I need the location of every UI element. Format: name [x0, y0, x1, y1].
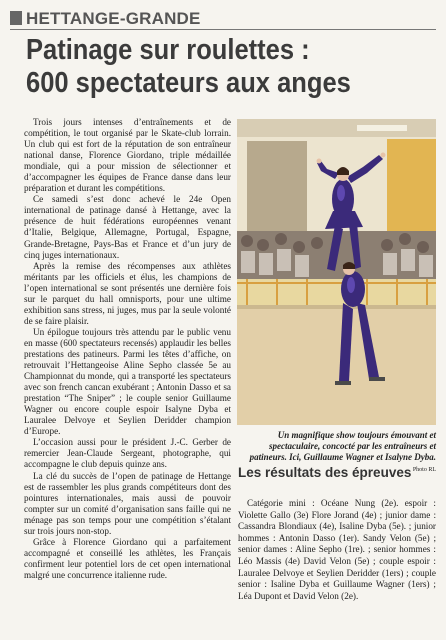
article-body	[24, 117, 231, 640]
skaters-photo	[237, 119, 436, 425]
results-body: Catégorie mini : Océane Nung (2e). espoir : Violette Gallo (3e) Flore Jorand (4e) ; junior dame : Cassandra Blondiaux (4e), Isaline Dyba (5e). ; junior hommes : Antonin Dasso (1er). Sandy Velon (5e) ; senior dames : Aline Sepho (1re). ; senior hommes : Léo Massis (4e) David Velon (5e) ; couple espoir : Lauralee Delvoye et Seylien Deridder (1ers) ; couple senior : Isaline Dyba et Guillaume Wagner (1ers) ; Léa Dupont et David Velon (2e).	[238, 498, 436, 601]
rubric-label: HETTANGE-GRANDE	[26, 8, 201, 28]
section-rubric	[10, 8, 436, 30]
article-paragraph: L’occasion aussi pour le président J.-C. Gerber de remercier Jean-Claude Sergeant, photographe, qui accompagne le club depuis quinze ans.	[24, 437, 231, 470]
results-title: Les résultats des épreuves	[238, 465, 412, 480]
article-paragraph: Ce samedi s’est donc achevé le 24e Open international de patinage dansé à Hettange, avec la présence de huit fédérations européennes venant d’Italie, Belgique, Allemagne, Portugal, Espagne, Grande-Bretagne, Pays-Bas et France et d’un jury de cinq juges internationaux.	[24, 194, 231, 260]
skaters-photo-illustration	[237, 119, 436, 425]
article-paragraph: Après la remise des récompenses aux athlètes méritants par les officiels et élus, les champions de l’open international se sont présentés une dernière fois sur le parquet du hall omnisports, pour une ultime exhibition sans stress, ni juges, mus par la seule volonté de se faire plaisir.	[24, 260, 231, 326]
photo-credit: Photo RL	[412, 467, 436, 473]
headline-line-1: Patinage sur roulettes :	[26, 34, 310, 66]
article-paragraph: La clé du succès de l’open de patinage de Hettange est de rassembler les plus grands compétiteurs dont des pointures internationales, mais aussi de pouvoir compter sur un comité d’organisation sans faille qui ne ménage pas son temps pour une compétition s’étalant sur trois jours non-stop.	[24, 470, 231, 536]
caption-text: Un magnifique show toujours émouvant et spectaculaire, concocté par les entraîneurs et patineurs. Ici, Guillaume Wagner et Isalyne Dyba.	[249, 430, 436, 462]
article-paragraph: Trois jours intenses d’entraînements et de compétition, le tout organisé par le Skate-club lorrain. Un club qui est fort de la réputation de son entraîneur national danse, Florence Giordano, triple médaillée mondiale, qui a pour mission de sélectionner et d’accompagner les équipes de France danse dans leur préparation et durant les compétitions.	[24, 117, 231, 194]
rubric-square-icon	[10, 11, 22, 25]
headline	[26, 34, 389, 100]
article-paragraph: Un épilogue toujours très attendu par le public venu en masse (600 spectateurs recensés) applaudir les belles prestations des patineurs. Parmi les têtes d’affiche, on retrouvait l’Hettangeoise Aline Sepho classée 5e au Championnat du monde, qui a transporté les spectateurs avec son french cancan exubérant ; Antonin Dasso et sa prestation “The Sniper” ; le couple senior Guillaume Wagner ou encore couple espoir Isalyne Dyba et Lauralee Delvoye et Seylien Deridder champion d’Europe.	[24, 326, 231, 437]
headline-line-2: 600 spectateurs aux anges	[26, 67, 351, 99]
article-paragraph: Grâce à Florence Giordano qui a parfaitement accompagné et conseillé les athlètes, les Français confirment leur potentiel lors de cet open international malgré une concurrence italienne rude.	[24, 536, 231, 580]
